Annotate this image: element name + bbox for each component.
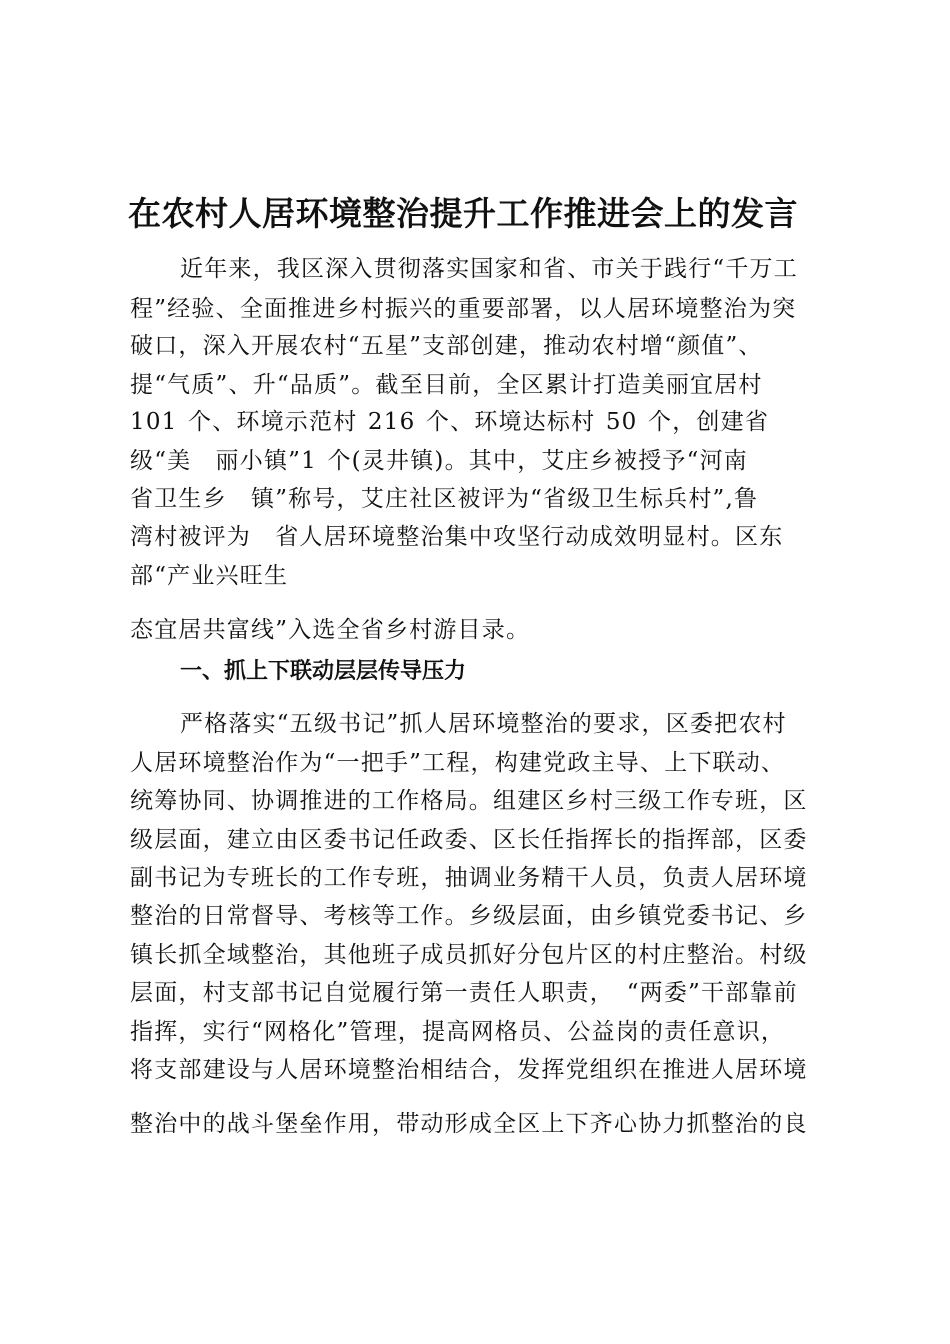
intro-line: 级“美 丽小镇”1 个(灵井镇)。其中，艾庄乡被授予“河南 [130, 448, 748, 474]
intro-line: 湾村被评为 省人居环境整治集中攻坚行动成效明显村。区东 [130, 524, 784, 550]
section-heading: 一、抓上下联动层层传导压力 [180, 659, 467, 684]
intro-line: 提“气质”、升“品质”。截至目前，全区累计打造美丽宜居村 [130, 372, 763, 398]
document-title: 在农村人居环境整治提升工作推进会上的发言 [128, 194, 798, 233]
intro-line: 省卫生乡 镇”称号，艾庄社区被评为“省级卫生标兵村”,鲁 [130, 486, 759, 512]
section-line: 统筹协同、协调推进的工作格局。组建区乡村三级工作专班，区 [130, 788, 808, 814]
section-line: 层面，村支部书记自觉履行第一责任人职责， “两委”干部靠前 [130, 980, 798, 1006]
section-line: 整治的日常督导、考核等工作。乡级层面，由乡镇党委书记、乡 [130, 903, 808, 929]
intro-line: 态宜居共富线”入选全省乡村游目录。 [130, 617, 531, 643]
section-line: 整治中的战斗堡垒作用，带动形成全区上下齐心协力抓整治的良 [130, 1111, 808, 1137]
section-line: 将支部建设与人居环境整治相结合，发挥党组织在推进人居环境 [130, 1057, 808, 1083]
section-line: 副书记为专班长的工作专班，抽调业务精干人员，负责人居环境 [130, 865, 808, 891]
section-line: 镇长抓全域整治，其他班子成员抓好分包片区的村庄整治。村级 [130, 942, 808, 968]
intro-line: 程”经验、全面推进乡村振兴的重要部署，以人居环境整治为突 [130, 296, 797, 322]
intro-line: 部“产业兴旺生 [130, 563, 289, 589]
section-line: 级层面，建立由区委书记任政委、区长任指挥长的指挥部，区委 [130, 827, 808, 853]
section-line: 人居环境整治作为“一把手”工程，构建党政主导、上下联动、 [130, 750, 786, 776]
intro-line: 破口，深入开展农村“五星”支部创建，推动农村增“颜值”、 [130, 333, 763, 359]
section-line: 指挥，实行“网格化”管理，提高网格员、公益岗的责任意识， [130, 1019, 786, 1045]
intro-line: 101 个、环境示范村 216 个、环境达标村 50 个，创建省 [130, 409, 770, 435]
intro-line: 近年来，我区深入贯彻落实国家和省、市关于践行“千万工 [180, 256, 798, 282]
section-line: 严格落实“五级书记”抓人居环境整治的要求，区委把农村 [180, 711, 787, 737]
